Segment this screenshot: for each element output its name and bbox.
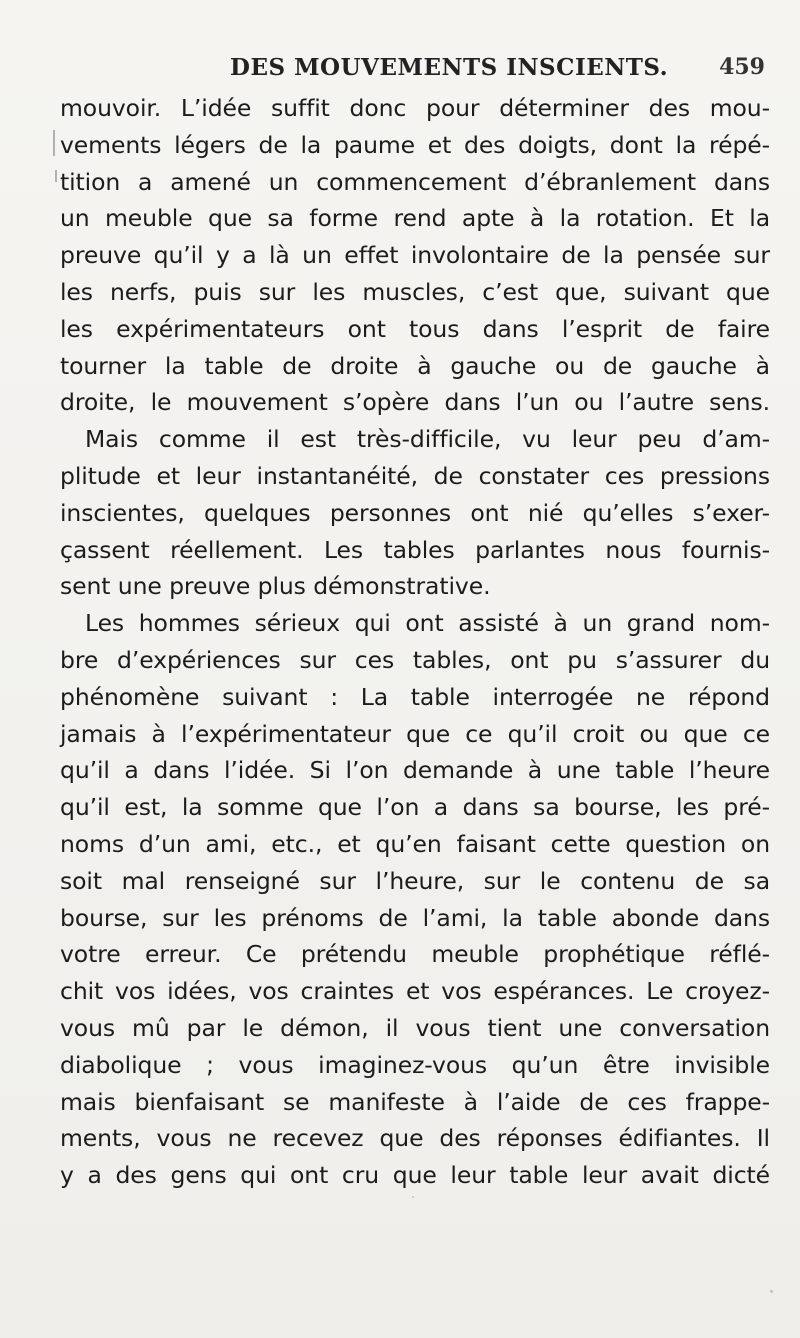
paper-speck bbox=[412, 1196, 414, 1198]
text-line: Mais comme il est très-difficile, vu leur peu d’am- bbox=[85, 425, 770, 454]
text-line: vements légers de la paume et des doigts, dont la répé- bbox=[60, 130, 770, 159]
text-line: votre erreur. Ce prétendu meuble prophétique réflé- bbox=[60, 940, 770, 969]
text-line: chit vos idées, vos craintes et vos espérances. Le croyez- bbox=[60, 977, 770, 1006]
text-line: soit mal renseigné sur l’heure, sur le contenu de sa bbox=[60, 866, 770, 895]
text-line: un meuble que sa forme rend apte à la rotation. Et la bbox=[60, 204, 770, 233]
text-line: inscientes, quelques personnes ont nié qu’elles s’exer- bbox=[60, 498, 770, 527]
text-line: plitude et leur instantanéité, de constater ces pressions bbox=[60, 461, 770, 490]
text-line: noms d’un ami, etc., et qu’en faisant cette question on bbox=[60, 829, 770, 858]
text-line: preuve qu’il y a là un effet involontaire de la pensée sur bbox=[60, 241, 770, 270]
text-line: les expérimentateurs ont tous dans l’esprit de faire bbox=[60, 314, 770, 343]
margin-mark bbox=[53, 130, 55, 156]
text-line: droite, le mouvement s’opère dans l’un ou l’autre sens. bbox=[60, 388, 770, 417]
page-header bbox=[230, 54, 770, 84]
text-line: bourse, sur les prénoms de l’ami, la table abonde dans bbox=[60, 903, 770, 932]
text-line: tourner la table de droite à gauche ou de gauche à bbox=[60, 351, 770, 380]
text-line: phénomène suivant : La table interrogée ne répond bbox=[60, 682, 770, 711]
page-number: 459 bbox=[719, 54, 765, 80]
text-line: ments, vous ne recevez que des réponses édifiantes. Il bbox=[60, 1124, 770, 1153]
text-line: çassent réellement. Les tables parlantes nous fournis- bbox=[60, 535, 770, 564]
text-line: les nerfs, puis sur les muscles, c’est que, suivant que bbox=[60, 277, 770, 306]
text-line: diabolique ; vous imaginez-vous qu’un être invisible bbox=[60, 1050, 770, 1079]
text-line: tition a amené un commencement d’ébranlement dans bbox=[60, 167, 770, 196]
text-line: mouvoir. L’idée suffit donc pour déterminer des mou- bbox=[60, 94, 770, 122]
text-line: qu’il a dans l’idée. Si l’on demande à une table l’heure bbox=[60, 756, 770, 785]
paper-speck bbox=[770, 1290, 773, 1293]
text-line: sent une preuve plus démonstrative. bbox=[60, 572, 491, 601]
margin-mark bbox=[55, 170, 57, 182]
text-line: mais bienfaisant se manifeste à l’aide de ces frappe- bbox=[60, 1087, 770, 1116]
text-line: Les hommes sérieux qui ont assisté à un grand nom- bbox=[85, 609, 770, 638]
text-line: qu’il est, la somme que l’on a dans sa bourse, les pré- bbox=[60, 793, 770, 822]
text-line: jamais à l’expérimentateur que ce qu’il croit ou que ce bbox=[60, 719, 770, 748]
body-text bbox=[60, 90, 770, 1194]
text-line: vous mû par le démon, il vous tient une conversation bbox=[60, 1013, 770, 1042]
text-line: y a des gens qui ont cru que leur table leur avait dicté bbox=[60, 1161, 770, 1190]
running-title: DES MOUVEMENTS INSCIENTS. bbox=[230, 54, 669, 81]
text-line: bre d’expériences sur ces tables, ont pu s’assurer du bbox=[60, 645, 770, 674]
